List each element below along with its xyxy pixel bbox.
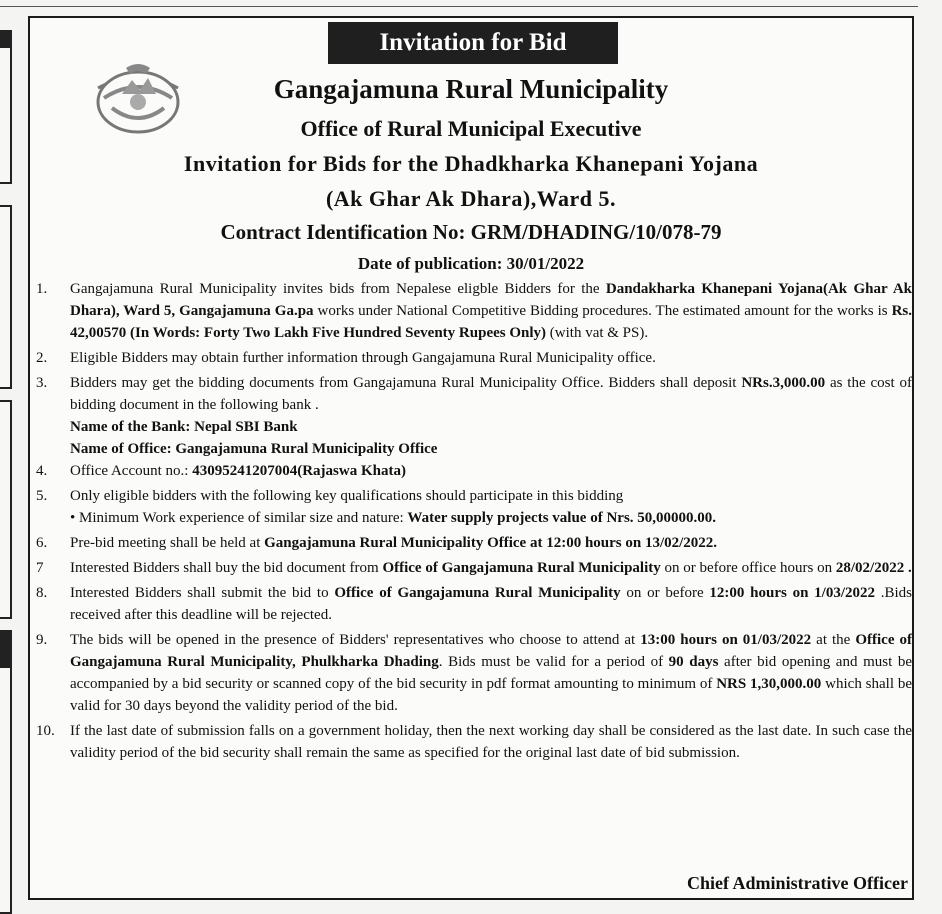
project-title-line1: Invitation for Bids for the Dhadkharka Khanepani Yojana <box>183 151 759 176</box>
list-item: 2. Eligible Bidders may obtain further information through Gangajamuna Rural Municipality office. <box>36 350 656 366</box>
notice-items <box>36 278 912 764</box>
project-title-line2: (Ak Ghar Ak Dhara),Ward 5. <box>325 186 617 211</box>
municipality-name: Gangajamuna Rural Municipality <box>273 74 669 104</box>
signatory-title: Chief Administrative Officer <box>687 873 908 893</box>
list-item: 4. Office Account no.: 43095241207004(Rajaswa Khata) <box>36 463 406 479</box>
publication-date: Date of publication: 30/01/2022 <box>357 254 585 273</box>
adjacent-column-fragment <box>0 630 12 914</box>
list-item: 10. If the last date of submission falls on a government holiday, then the next working day shall be considered as the last date. In such case the validity period of the bid security shall remain the same as specified for the original last date of bid submission. <box>36 723 912 761</box>
list-item: 6. Pre-bid meeting shall be held at Gangajamuna Rural Municipality Office at 12:00 hours on 13/02/2022. <box>36 535 718 551</box>
list-item: 8. Interested Bidders shall submit the bid to Office of Gangajamuna Rural Municipality on or before 12:00 hours on 1/03/2022 .Bids received after this deadline will be rejected. <box>36 585 912 623</box>
list-item: 1. Gangajamuna Rural Municipality invites bids from Nepalese eligble Bidders for the Dandakharka Khanepani Yojana(Ak Ghar Ak Dhara), Ward 5, Gangajamuna Ga.pa works under National Competitive Bidding procedures. The estimated amount for the works is Rs. 42,00570 (In Words: Forty Two Lakh Five Hundred Seventy Rupees Only) (with vat & PS). <box>36 281 912 341</box>
list-item: 3. Bidders may get the bidding documents from Gangajamuna Rural Municipality Office. Bidders shall deposit NRs.3,000.00 as the cost of bidding document in the following bank . Name of the Bank: Nepal SBI Bank Name of Office: Gangajamuna Rural Municipality Office <box>36 375 912 457</box>
list-item: 5. Only eligible bidders with the following key qualifications should participate in this bidding • Minimum Work experience of similar size and nature: Water supply projects value of Nrs. 50,00000.00. <box>36 488 717 526</box>
adjacent-column-fragment <box>0 205 12 389</box>
adjacent-column-fragment <box>0 400 12 619</box>
list-item: 9. The bids will be opened in the presence of Bidders' representatives who choose to attend at 13:00 hours on 01/03/2022 at the Office of Gangajamuna Rural Municipality, Phulkharka Dhading. Bids must be valid for a period of 90 days after bid opening and must be accompanied by a bid security or scanned copy of the bid security in pdf format amounting to minimum of NRS 1,30,000.00 which shall be valid for 30 days beyond the validity period of the bid. <box>36 632 913 714</box>
contract-id: Contract Identification No: GRM/DHADING/10/078-79 <box>220 220 722 244</box>
adjacent-column-fragment <box>0 30 12 184</box>
bank-name: Name of the Bank: Nepal SBI Bank <box>70 419 298 435</box>
notice-banner: Invitation for Bid <box>328 22 618 64</box>
list-item: 7 Interested Bidders shall buy the bid document from Office of Gangajamuna Rural Municipality on or before office hours on 28/02/2022 . <box>36 560 912 576</box>
page-top-rule <box>0 6 918 7</box>
bid-notice <box>28 16 914 900</box>
office-name: Office of Rural Municipal Executive <box>300 116 642 141</box>
office-account-name: Name of Office: Gangajamuna Rural Municipality Office <box>70 441 438 457</box>
